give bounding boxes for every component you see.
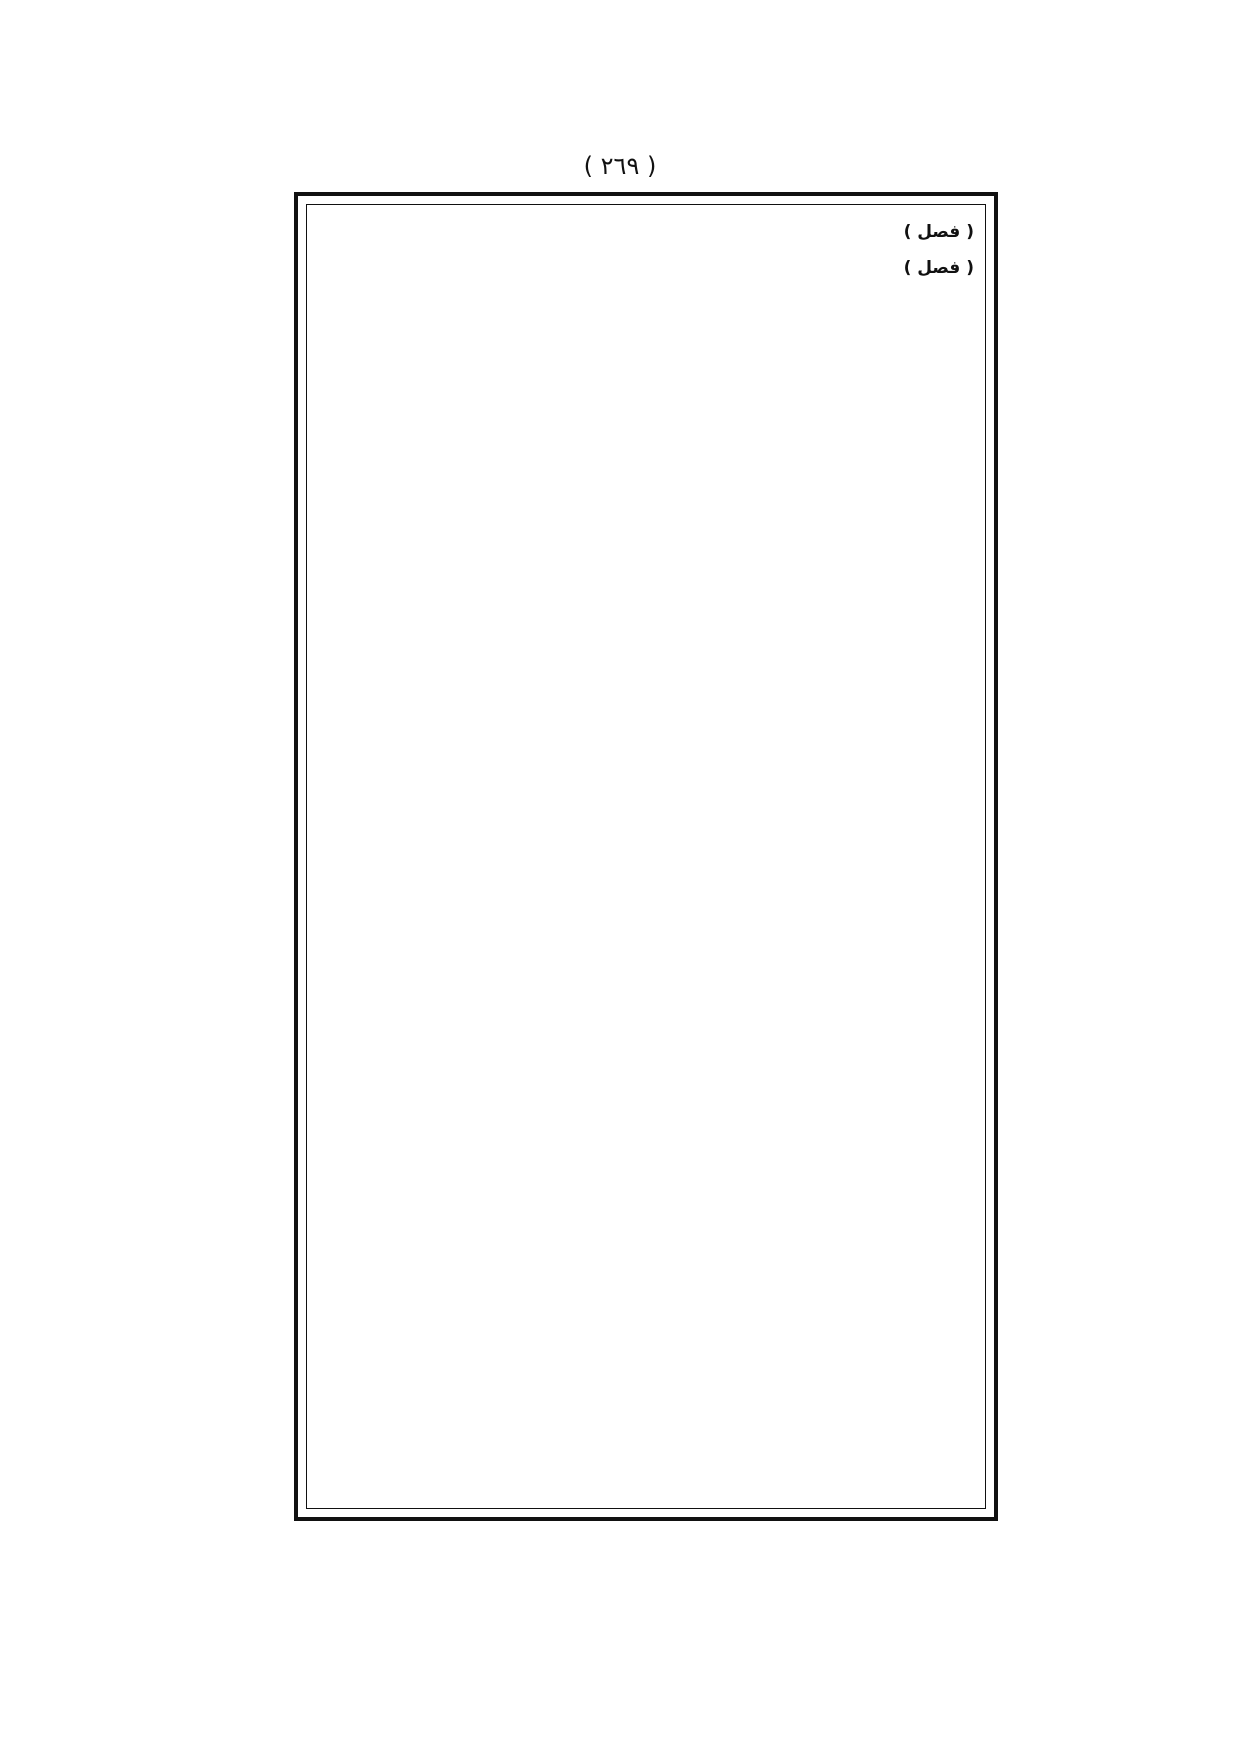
body-text	[318, 214, 974, 1499]
text-lines	[318, 214, 974, 286]
page-frame	[294, 192, 998, 1521]
section-heading: ( فصل )	[903, 258, 974, 279]
page-number: ( ٢٦٩ )	[583, 152, 657, 180]
section-heading: ( فصل )	[903, 222, 974, 242]
